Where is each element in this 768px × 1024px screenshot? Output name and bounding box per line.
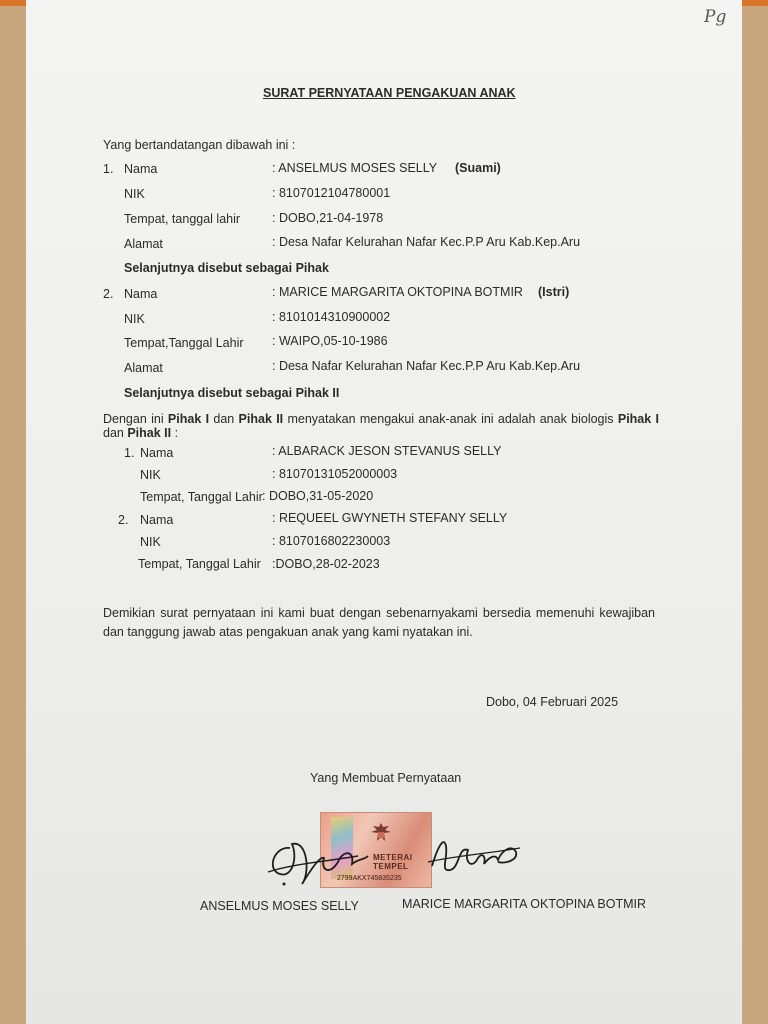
party2-nik-value: : 8101014310900002: [272, 310, 391, 324]
declaration-text-4: dan: [103, 426, 128, 440]
declaration-text-1: Dengan ini: [103, 412, 168, 426]
party1-role: (Suami): [455, 161, 501, 175]
document-title: SURAT PERNYATAAN PENGAKUAN ANAK: [263, 86, 516, 100]
child2-nik-label: NIK: [140, 535, 161, 549]
child2-nama-label: Nama: [140, 513, 174, 527]
party2-role: (Istri): [538, 285, 570, 299]
party2-ttl-value: : WAIPO,05-10-1986: [272, 334, 388, 348]
signature-1: [262, 818, 372, 896]
declaration-bold-2: Pihak II: [238, 412, 284, 426]
party1-nama-value: : ANSELMUS MOSES SELLY: [272, 161, 438, 175]
party1-alamat-value: : Desa Nafar Kelurahan Nafar Kec.P.P Aru Kab.Kep.Aru: [272, 235, 581, 249]
party2-alamat-value: : Desa Nafar Kelurahan Nafar Kec.P.P Aru Kab.Kep.Aru: [272, 359, 581, 373]
party2-designation: Selanjutnya disebut sebagai Pihak II: [124, 386, 340, 400]
place-date: Dobo, 04 Februari 2025: [486, 695, 619, 709]
child2-nama-value: : REQUEEL GWYNETH STEFANY SELLY: [272, 511, 508, 525]
child2-nik-value: : 8107016802230003: [272, 534, 391, 548]
child1-ttl-value: : DOBO,31-05-2020: [262, 489, 374, 503]
declaration-bold-3: Pihak I: [617, 412, 659, 426]
closing-paragraph: Demikian surat pernyataan ini kami buat dengan sebenarnyakami bersedia memenuhi kewajiban dan tanggung jawab atas pengakuan anak yang kami nyatakan ini.: [103, 606, 655, 639]
party1-nik-value: : 8107012104780001: [272, 186, 391, 200]
child2-number: 2.: [118, 513, 129, 527]
signer-1-name: ANSELMUS MOSES SELLY: [200, 899, 359, 913]
party1-ttl-label: Tempat, tanggal lahir: [124, 212, 241, 226]
signature-2: [424, 826, 524, 896]
signature-heading: Yang Membuat Pernyataan: [310, 771, 462, 785]
party2-number: 2.: [103, 287, 114, 301]
child1-number: 1.: [124, 446, 135, 460]
declaration-text-3: menyatakan mengakui anak-anak ini adalah anak biologis: [283, 412, 618, 426]
corner-mark: Pg: [704, 7, 727, 27]
stamp-serial: 2799AKX745835235: [337, 875, 402, 882]
party2-nama-value: : MARICE MARGARITA OKTOPINA BOTMIR: [272, 285, 523, 299]
declaration-text-5: :: [171, 426, 179, 440]
garuda-emblem-icon: [369, 821, 393, 847]
party1-alamat-label: Alamat: [124, 237, 163, 251]
stamp-label: METERAI TEMPEL: [373, 853, 413, 871]
child1-nik-label: NIK: [140, 468, 161, 482]
declaration-paragraph: [103, 412, 659, 440]
declaration-bold-1: Pihak I: [167, 412, 210, 426]
child1-nik-value: : 81070131052000003: [272, 467, 398, 481]
child2-ttl-value: :DOBO,28-02-2023: [272, 557, 380, 571]
party1-number: 1.: [103, 162, 114, 176]
party1-nik-label: NIK: [124, 187, 145, 201]
child1-ttl-label: Tempat, Tanggal Lahir: [140, 490, 263, 504]
party2-nama-label: Nama: [124, 287, 158, 301]
declaration-bold-4: Pihak II: [127, 426, 172, 440]
party2-ttl-label: Tempat,Tanggal Lahir: [124, 336, 244, 350]
party1-designation: Selanjutnya disebut sebagai Pihak: [124, 261, 329, 275]
party2-nik-label: NIK: [124, 312, 145, 326]
child1-nama-label: Nama: [140, 446, 174, 460]
child1-nama-value: : ALBARACK JESON STEVANUS SELLY: [272, 444, 502, 458]
declaration-text-2: dan: [209, 412, 239, 426]
party2-alamat-label: Alamat: [124, 361, 163, 375]
signer-2-name: MARICE MARGARITA OKTOPINA BOTMIR: [402, 897, 647, 911]
party1-ttl-value: : DOBO,21-04-1978: [272, 211, 384, 225]
child2-ttl-label: Tempat, Tanggal Lahir: [138, 557, 261, 571]
party1-nama-label: Nama: [124, 162, 158, 176]
intro-text: Yang bertandatangan dibawah ini :: [103, 138, 296, 152]
